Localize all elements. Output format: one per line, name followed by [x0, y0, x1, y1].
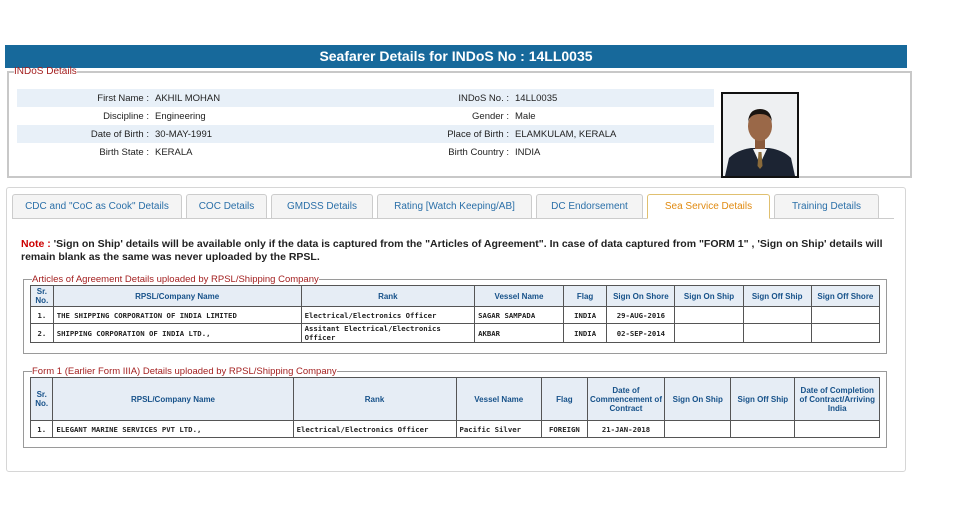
cell-sr-no: 2. [31, 324, 54, 343]
info-row [17, 89, 714, 107]
cell-company-name: SHIPPING CORPORATION OF INDIA LTD., [53, 324, 301, 343]
note-prefix: Note : [21, 238, 51, 250]
form1-section [23, 366, 887, 448]
cell-flag: FOREIGN [542, 421, 588, 438]
articles-of-agreement-section [23, 274, 887, 354]
cell-company-name: THE SHIPPING CORPORATION OF INDIA LIMITED [53, 307, 301, 324]
table-header-row [31, 378, 880, 421]
col-sign-on-ship: Sign On Ship [675, 286, 743, 307]
birth-country-value: INDIA [515, 146, 541, 158]
tab-cdc-details[interactable]: CDC and "CoC as Cook" Details [12, 194, 182, 219]
discipline-value: Engineering [155, 110, 206, 122]
indos-details-table [17, 89, 714, 161]
col-flag: Flag [542, 378, 588, 421]
col-company-name: RPSL/Company Name [53, 378, 293, 421]
cell-sign-on-ship [675, 307, 743, 324]
sign-on-note [21, 238, 891, 264]
cell-sign-off-ship [731, 421, 795, 438]
form1-legend: Form 1 (Earlier Form IIIA) Details uploaded by RPSL/Shipping Company [32, 366, 337, 377]
cell-company-name: ELEGANT MARINE SERVICES PVT LTD., [53, 421, 293, 438]
table-row [31, 324, 880, 343]
cell-sign-off-shore [811, 324, 879, 343]
tab-rating-watch-keeping[interactable]: Rating [Watch Keeping/AB] [377, 194, 532, 219]
cell-sr-no: 1. [31, 421, 53, 438]
col-rank: Rank [301, 286, 475, 307]
person-photo-icon [723, 94, 797, 176]
cell-flag: INDIA [563, 324, 606, 343]
indos-details-section [7, 66, 912, 178]
gender-label: Gender : [472, 110, 509, 122]
cell-sign-off-ship [743, 307, 811, 324]
cell-vessel-name: SAGAR SAMPADA [475, 307, 564, 324]
cell-date-of-completion [795, 421, 880, 438]
cell-rank: Electrical/Electronics Officer [293, 421, 456, 438]
cell-flag: INDIA [563, 307, 606, 324]
note-text: 'Sign on Ship' details will be available only if the data is captured from the "Articles of Agreement". In case of data captured from "FORM 1" , 'Sign on Ship' details will remain blank as the same was never uploaded by the RPSL. [21, 238, 883, 263]
dob-value: 30-MAY-1991 [155, 128, 213, 140]
cell-sign-on-shore: 29-AUG-2016 [607, 307, 675, 324]
indos-no-label: INDoS No. : [458, 92, 509, 104]
tab-bar [12, 194, 894, 219]
col-sign-off-shore: Sign Off Shore [811, 286, 879, 307]
tab-training-details[interactable]: Training Details [774, 194, 879, 219]
gender-value: Male [515, 110, 536, 122]
info-row [17, 143, 714, 161]
col-date-of-commencement: Date of Commencement of Contract [587, 378, 664, 421]
cell-vessel-name: Pacific Silver [456, 421, 542, 438]
cell-vessel-name: AKBAR [475, 324, 564, 343]
cell-sign-on-ship [675, 324, 743, 343]
indos-no-value: 14LL0035 [515, 92, 558, 104]
place-of-birth-label: Place of Birth : [447, 128, 509, 140]
col-sign-off-ship: Sign Off Ship [731, 378, 795, 421]
info-row [17, 125, 714, 143]
cell-sr-no: 1. [31, 307, 54, 324]
cell-sign-off-ship [743, 324, 811, 343]
birth-state-value: KERALA [155, 146, 193, 158]
tab-gmdss-details[interactable]: GMDSS Details [271, 194, 373, 219]
birth-state-label: Birth State : [99, 146, 149, 158]
first-name-label: First Name : [97, 92, 149, 104]
discipline-label: Discipline : [103, 110, 149, 122]
col-rank: Rank [293, 378, 456, 421]
cell-sign-on-shore: 02-SEP-2014 [607, 324, 675, 343]
cell-sign-on-ship [665, 421, 731, 438]
tab-sea-service-details[interactable]: Sea Service Details [647, 194, 770, 219]
col-sr-no: Sr. No. [31, 378, 53, 421]
col-sr-no: Sr. No. [31, 286, 54, 307]
articles-legend: Articles of Agreement Details uploaded by RPSL/Shipping Company [32, 274, 319, 285]
cell-date-of-commencement: 21-JAN-2018 [587, 421, 664, 438]
col-sign-on-shore: Sign On Shore [607, 286, 675, 307]
table-header-row [31, 286, 880, 307]
details-panel [6, 187, 906, 472]
table-row [31, 421, 880, 438]
page-title: Seafarer Details for INDoS No : 14LL0035 [5, 45, 907, 68]
articles-table [30, 285, 880, 343]
col-flag: Flag [563, 286, 606, 307]
col-sign-on-ship: Sign On Ship [665, 378, 731, 421]
form1-table [30, 377, 880, 438]
table-row [31, 307, 880, 324]
col-vessel-name: Vessel Name [475, 286, 564, 307]
tab-dc-endorsement[interactable]: DC Endorsement [536, 194, 643, 219]
col-vessel-name: Vessel Name [456, 378, 542, 421]
col-company-name: RPSL/Company Name [53, 286, 301, 307]
dob-label: Date of Birth : [90, 128, 149, 140]
seafarer-photo [721, 92, 799, 178]
info-row [17, 107, 714, 125]
first-name-value: AKHIL MOHAN [155, 92, 221, 104]
indos-details-legend: INDoS Details [14, 66, 77, 77]
tab-coc-details[interactable]: COC Details [186, 194, 267, 219]
place-of-birth-value: ELAMKULAM, KERALA [515, 128, 617, 140]
birth-country-label: Birth Country : [448, 146, 509, 158]
col-sign-off-ship: Sign Off Ship [743, 286, 811, 307]
col-date-of-completion: Date of Completion of Contract/Arriving India [795, 378, 880, 421]
cell-rank: Electrical/Electronics Officer [301, 307, 475, 324]
cell-rank: Assitant Electrical/Electronics Officer [301, 324, 475, 343]
cell-sign-off-shore [811, 307, 879, 324]
